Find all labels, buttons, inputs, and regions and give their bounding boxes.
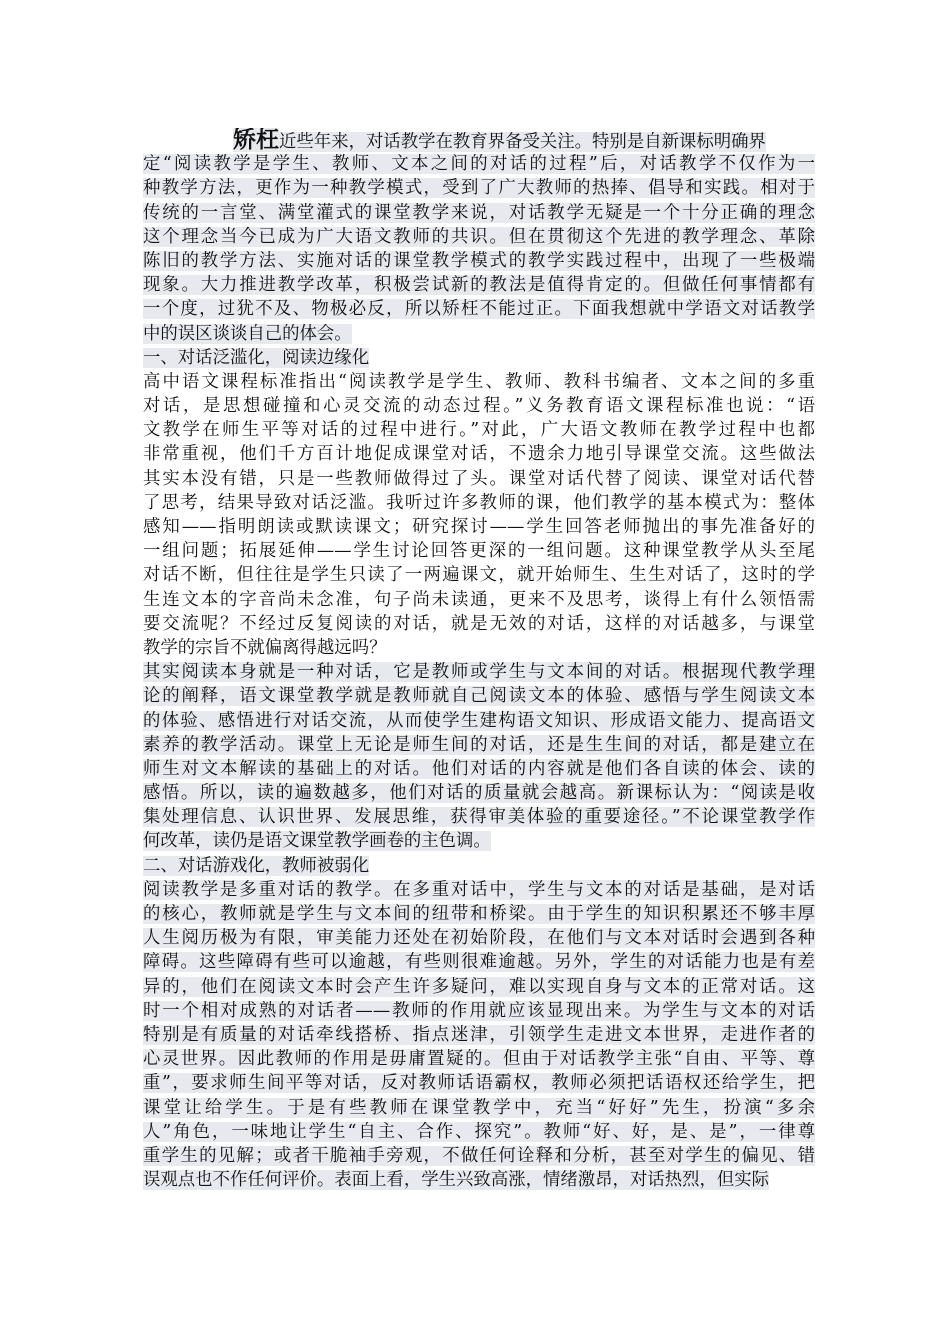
line-text: 论的阐释，语文课堂教学就是教师就自己阅读文本的体验、感悟与学生阅读文本 (143, 686, 815, 707)
paragraph-line (143, 273, 815, 297)
line-text: 文教学在师生平等对话的过程中进行。”对此，广大语文教师在教学过程中也都 (143, 420, 815, 441)
paragraph-line (143, 757, 815, 781)
paragraph-line (143, 975, 815, 999)
paragraph-line (143, 636, 815, 660)
paragraph-line (143, 926, 815, 950)
line-text: 陈旧的教学方法、实施对话的课堂教学模式的教学实践过程中，出现了一些极端 (143, 250, 815, 271)
line-text: 重学生的见解；或者干脆袖手旁观，不做任何诠释和分析，甚至对学生的偏见、错 (143, 1145, 815, 1166)
paragraph-line (143, 467, 815, 491)
line-text: 一个度，过犹不及、物极必反，所以矫枉不能过正。下面我想就中学语文对话教学 (143, 299, 815, 320)
paragraph-line (143, 370, 815, 394)
line-text: 阅读教学是多重对话的教学。在多重对话中，学生与文本的对话是基础，是对话 (143, 879, 815, 900)
paragraph-line (143, 249, 815, 273)
paragraph-line (143, 781, 815, 805)
line-text: 一、对话泛滥化，阅读边缘化 (143, 347, 370, 368)
document-body (143, 128, 815, 1192)
paragraph-line (143, 442, 815, 466)
line-text: 传统的一言堂、满堂灌式的课堂教学来说，对话教学无疑是一个十分正确的理念 (143, 202, 815, 223)
paragraph-line (143, 515, 815, 539)
paragraph-line (143, 563, 815, 587)
line-text: 障碍。这些障碍有些可以逾越，有些则很难逾越。另外，学生的对话能力也是有差 (143, 952, 815, 973)
line-text: 人”角色，一味地让学生“自主、合作、探究”。教师“好、好，是、是”，一律尊 (143, 1121, 815, 1142)
paragraph-line (143, 394, 815, 418)
line-text: 要交流呢？不经过反复阅读的对话，就是无效的对话，这样的对话越多，与课堂 (143, 613, 815, 634)
line-text: 对话不断，但往往是学生只读了一两遍课文，就开始师生、生生对话了，这时的学 (143, 565, 815, 586)
line-text: 感悟。所以，读的遍数越多，他们对话的质量就会越高。新课标认为：“阅读是收 (143, 783, 815, 804)
paragraph-line (143, 201, 815, 225)
paragraph-line (143, 128, 815, 152)
line-text: 种教学方法，更作为一种教学模式，受到了广大教师的热捧、倡导和实践。相对于 (143, 178, 815, 199)
line-text: 素养的教学活动。课堂上无论是师生间的对话，还是生生间的对话，都是建立在 (143, 734, 815, 755)
paragraph-line (143, 491, 815, 515)
line-text: 的体验、感悟进行对话交流，从而使学生建构语文知识、形成语文能力、提高语文 (143, 710, 815, 731)
line-text: 误观点也不作任何评价。表面上看，学生兴致高涨，情绪激昂，对话热烈，但实际 (143, 1170, 770, 1191)
line-text: 教学的宗旨不就偏离得越远吗？ (143, 637, 387, 658)
line-text: 异的，他们在阅读文本时会产生许多疑问，难以实现自身与文本的正常对话。这 (143, 976, 815, 997)
section-heading (143, 346, 815, 370)
line-text: 课堂让给学生。于是有些教师在课堂教学中，充当“好好”先生，扮演“多余 (143, 1097, 815, 1118)
line-text: 人生阅历极为有限，审美能力还处在初始阶段，在他们与文本对话时会遇到各种 (143, 928, 815, 949)
line-text: 了思考，结果导致对话泛滥。我听过许多教师的课，他们教学的基本模式为：整体 (143, 492, 815, 513)
paragraph-line (143, 1144, 815, 1168)
paragraph-line (143, 999, 815, 1023)
line-text: 心灵世界。因此教师的作用是毋庸置疑的。但由于对话教学主张“自由、平等、尊 (143, 1049, 815, 1070)
line-text: 近些年来，对话教学在教育界备受关注。特别是自新课标明确界 (279, 132, 766, 152)
paragraph-line (143, 1120, 815, 1144)
paragraph-line (143, 1168, 815, 1192)
document-title: 矫枉 (233, 128, 279, 153)
paragraph-line (143, 225, 815, 249)
line-text: 师生对文本解读的基础上的对话。他们对话的内容就是他们各自读的体会、读的 (143, 758, 815, 779)
line-text: 二、对话游戏化，教师被弱化 (143, 855, 370, 876)
line-text: 时一个相对成熟的对话者——教师的作用就应该显现出来。为学生与文本的对话 (143, 1000, 815, 1021)
line-text: 这个理念当今已成为广大语文教师的共识。但在贯彻这个先进的教学理念、革除 (143, 226, 815, 247)
section-heading (143, 854, 815, 878)
paragraph-line (143, 152, 815, 176)
paragraph-line (143, 1047, 815, 1071)
paragraph-line (143, 612, 815, 636)
line-text: 对话，是思想碰撞和心灵交流的动态过程。”义务教育语文课程标准也说：“语 (143, 396, 815, 417)
line-text: 感知——指明朗读或默读课文；研究探讨——学生回答老师抛出的事先准备好的 (143, 517, 815, 537)
paragraph-line (143, 829, 815, 853)
line-text: 其实本没有错，只是一些教师做得过了头。课堂对话代替了阅读、课堂对话代替 (143, 468, 815, 489)
paragraph-line (143, 878, 815, 902)
paragraph-line (143, 709, 815, 733)
line-text: 特别是有质量的对话牵线搭桥、指点迷津，引领学生走进文本世界，走进作者的 (143, 1024, 815, 1045)
line-text: 何改革，读仍是语文课堂教学画卷的主色调。 (143, 831, 491, 852)
paragraph-line (143, 660, 815, 684)
paragraph-line (143, 176, 815, 200)
line-text: 定“阅读教学是学生、教师、文本之间的对话的过程”后，对话教学不仅作为一 (143, 154, 815, 175)
paragraph-line (143, 1096, 815, 1120)
line-text: 现象。大力推进教学改革，积极尝试新的教法是值得肯定的。但做任何事情都有 (143, 275, 815, 296)
line-text: 高中语文课程标准指出“阅读教学是学生、教师、教科书编者、文本之间的多重 (143, 371, 815, 392)
paragraph-line (143, 902, 815, 926)
line-text: 一组问题；拓展延伸——学生讨论回答更深的一组问题。这种课堂教学从头至尾 (143, 541, 815, 562)
line-text: 生连文本的字音尚未念准，句子尚未读通，更来不及思考，谈得上有什么领悟需 (143, 589, 815, 610)
paragraph-line (143, 322, 815, 346)
paragraph-line (143, 588, 815, 612)
line-text: 其实阅读本身就是一种对话，它是教师或学生与文本间的对话。根据现代教学理 (143, 662, 815, 683)
paragraph-line (143, 1071, 815, 1095)
paragraph-line (143, 805, 815, 829)
line-text: 非常重视，他们千方百计地促成课堂对话，不遗余力地引导课堂交流。这些做法 (143, 444, 815, 465)
paragraph-line (143, 539, 815, 563)
paragraph-line (143, 1023, 815, 1047)
paragraph-line (143, 418, 815, 442)
paragraph-line (143, 297, 815, 321)
paragraph-line (143, 684, 815, 708)
line-text: 重”，要求师生间平等对话，反对教师话语霸权，教师必须把话语权还给学生，把 (143, 1073, 815, 1094)
paragraph-line (143, 733, 815, 757)
line-text: 的核心，教师就是学生与文本间的纽带和桥梁。由于学生的知识积累还不够丰厚 (143, 904, 815, 924)
paragraph-line (143, 950, 815, 974)
line-text: 集处理信息、认识世界、发展思维，获得审美体验的重要途径。”不论课堂教学作 (143, 807, 815, 828)
line-text: 中的误区谈谈自己的体会。 (143, 323, 352, 344)
